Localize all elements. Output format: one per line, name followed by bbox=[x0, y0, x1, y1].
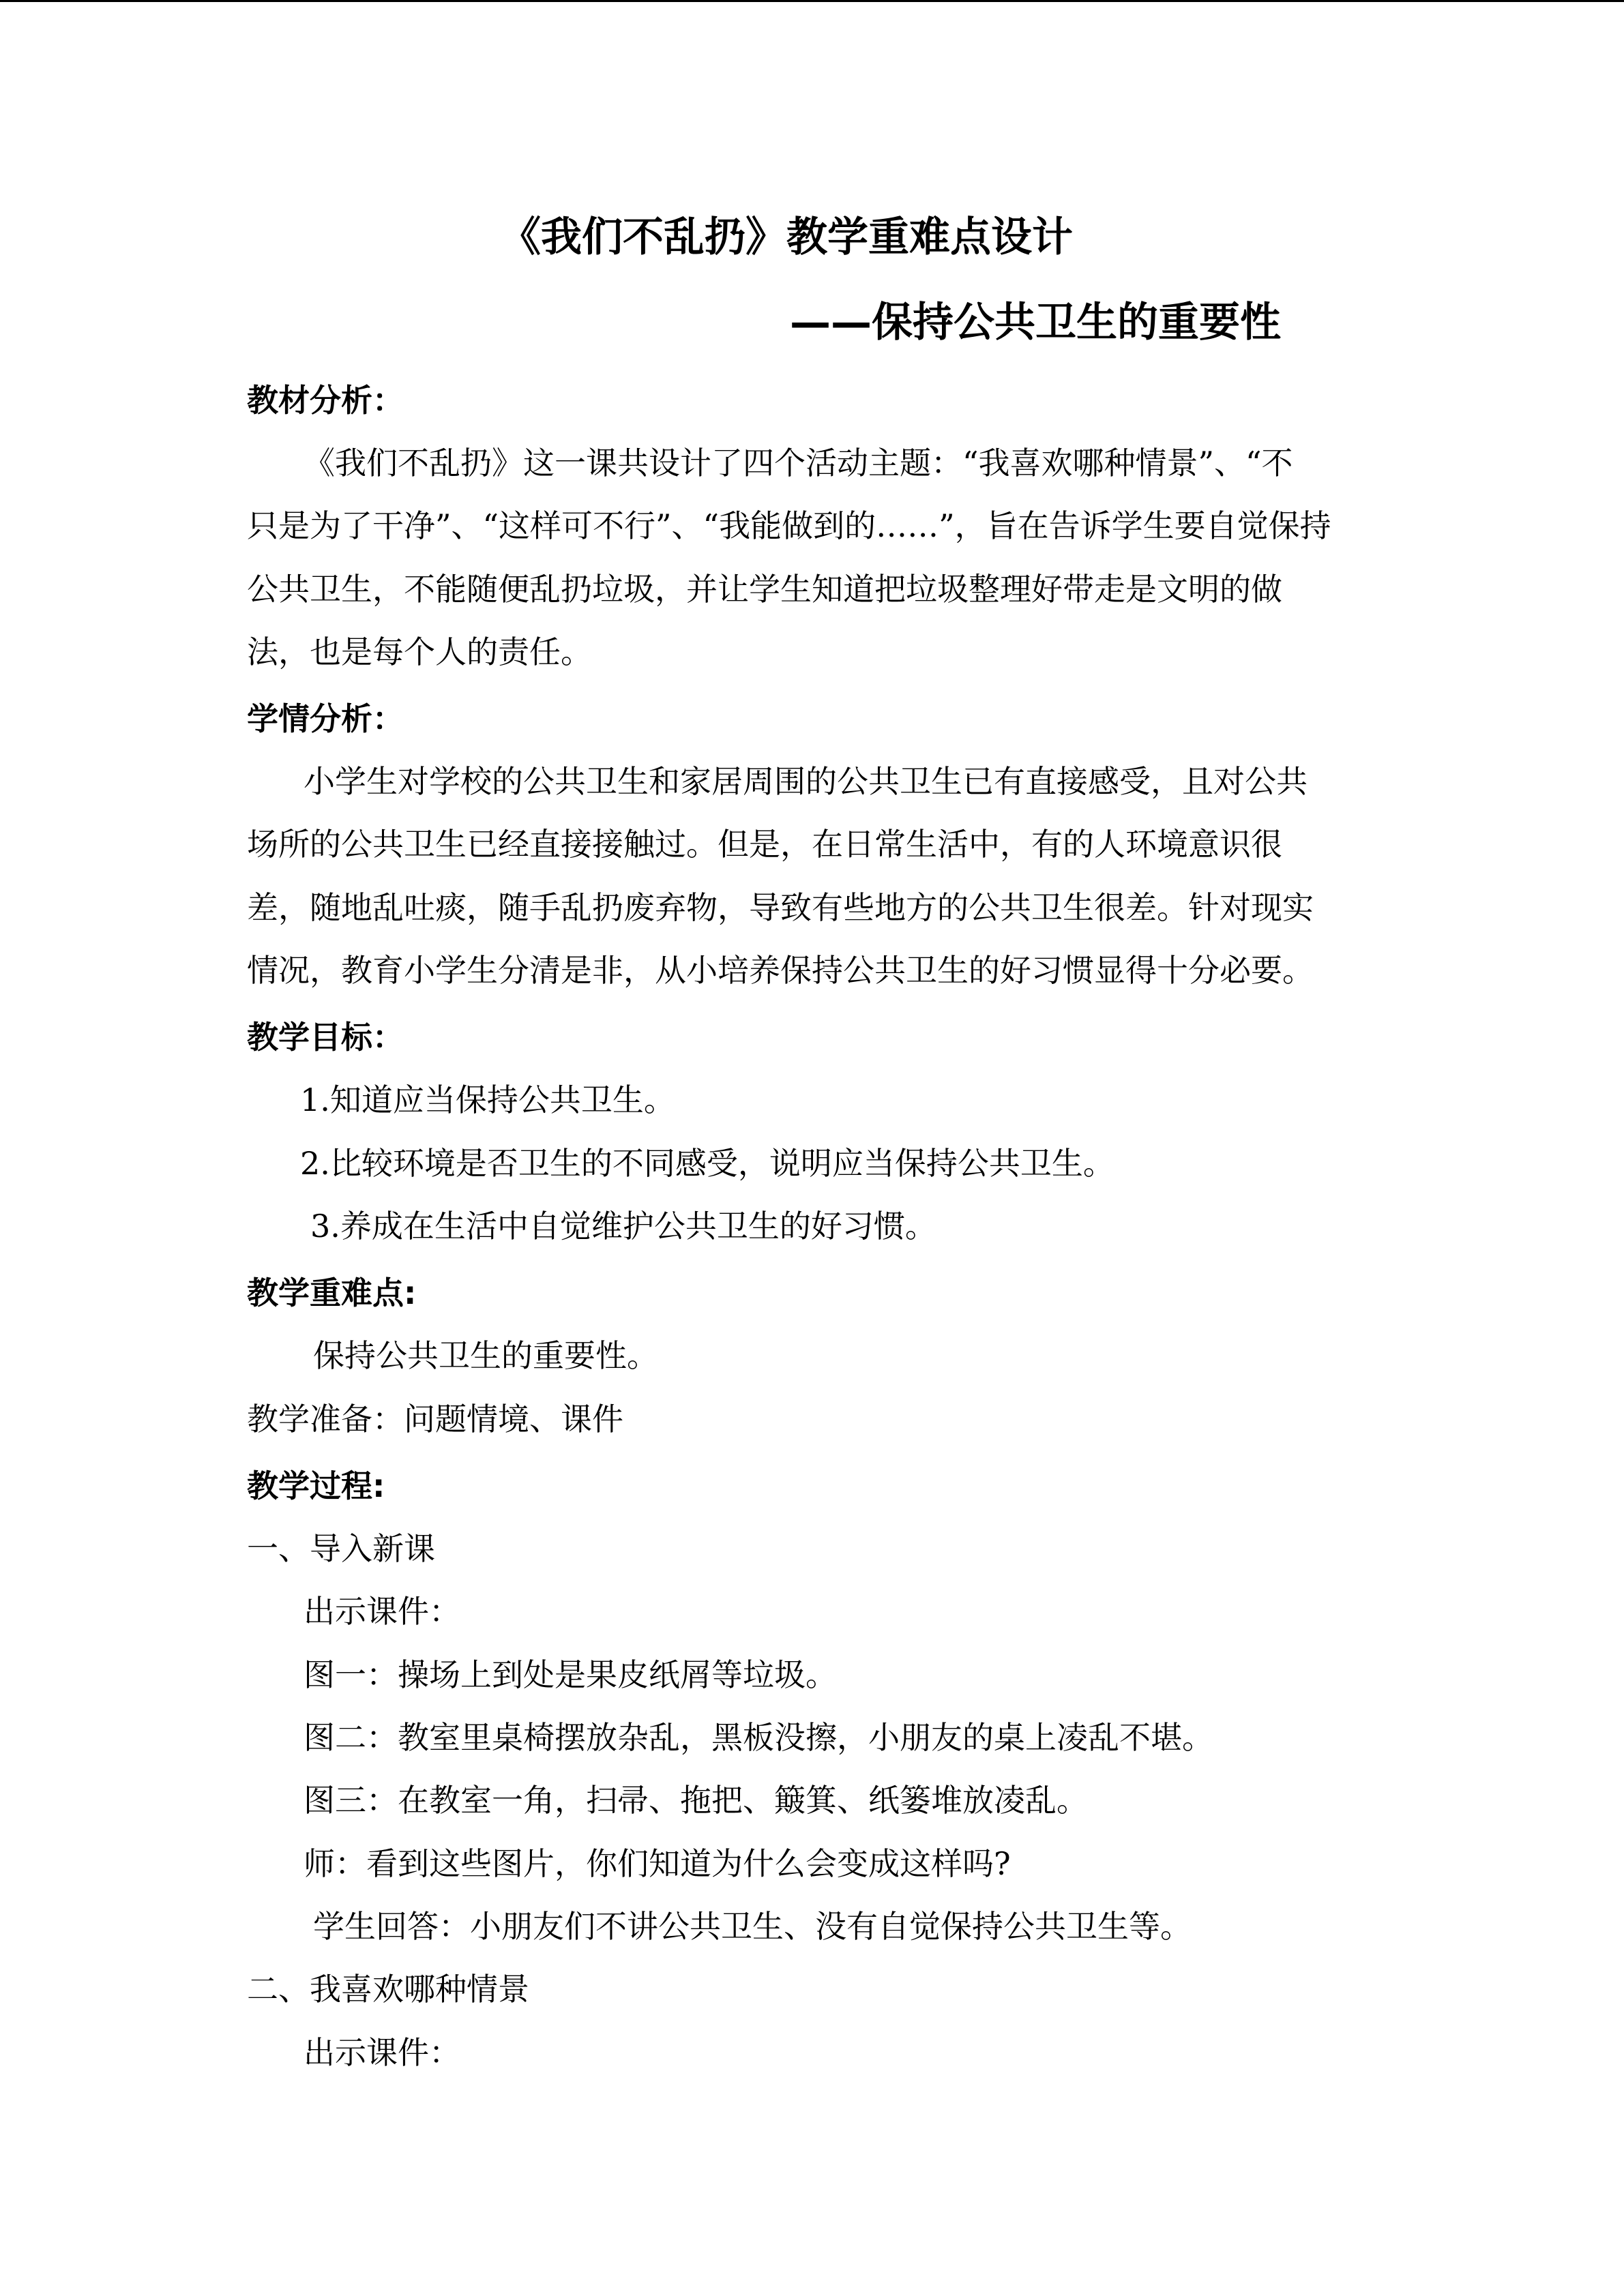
goal-item: 3.养成在生活中自觉维护公共卫生的好习惯。 bbox=[310, 1208, 936, 1244]
goal-item: 2.比较环境是否卫生的不同感受，说明应当保持公共卫生。 bbox=[300, 1145, 1114, 1182]
process-part1-heading: 一、导入新课 bbox=[247, 1530, 435, 1567]
material-line: 《我们不乱扔》这一课共设计了四个活动主题：“我喜欢哪种情景”、“不 bbox=[304, 445, 1293, 481]
document-title: 《我们不乱扔》教学重难点设计 bbox=[500, 213, 1073, 261]
section-heading-goals: 教学目标： bbox=[247, 1019, 404, 1056]
process-line: 出示课件： bbox=[304, 1593, 460, 1630]
process-line: 图二：教室里桌椅摆放杂乱，黑板没擦，小朋友的桌上凌乱不堪。 bbox=[304, 1719, 1213, 1756]
section-heading-process: 教学过程: bbox=[247, 1467, 385, 1504]
process-line: 图三：在教室一角，扫帚、拖把、簸箕、纸篓堆放凌乱。 bbox=[304, 1782, 1088, 1819]
process-line: 师：看到这些图片，你们知道为什么会变成这样吗? bbox=[304, 1845, 1011, 1882]
process-part2-heading: 二、我喜欢哪种情景 bbox=[247, 1971, 529, 2008]
students-line: 情况，教育小学生分清是非，从小培养保持公共卫生的好习惯显得十分必要。 bbox=[247, 952, 1314, 989]
document-subtitle: ——保持公共卫生的重要性 bbox=[790, 299, 1281, 346]
process-line: 学生回答：小朋友们不讲公共卫生、没有自觉保持公共卫生等。 bbox=[313, 1908, 1192, 1945]
material-line: 公共卫生，不能随便乱扔垃圾，并让学生知道把垃圾整理好带走是文明的做 bbox=[247, 571, 1282, 608]
preparation-text: 教学准备：问题情境、课件 bbox=[247, 1401, 623, 1437]
page-top-border bbox=[0, 0, 1624, 2]
material-line: 法，也是每个人的责任。 bbox=[247, 633, 592, 670]
students-line: 差，随地乱吐痰，随手乱扔废弃物，导致有些地方的公共卫生很差。针对现实 bbox=[247, 889, 1314, 926]
students-line: 小学生对学校的公共卫生和家居周围的公共卫生已有直接感受，且对公共 bbox=[304, 763, 1308, 800]
key-points-text: 保持公共卫生的重要性。 bbox=[313, 1337, 658, 1374]
process-line: 图一：操场上到处是果皮纸屑等垃圾。 bbox=[304, 1656, 837, 1693]
section-heading-students: 学情分析： bbox=[247, 700, 404, 737]
students-line: 场所的公共卫生已经直接接触过。但是，在日常生活中，有的人环境意识很 bbox=[247, 826, 1282, 863]
material-line: 只是为了干净”、“这样可不行”、“我能做到的……”，旨在告诉学生要自觉保持 bbox=[247, 507, 1331, 544]
process-line: 出示课件： bbox=[304, 2034, 460, 2071]
section-heading-material: 教材分析： bbox=[247, 382, 404, 419]
section-heading-key-points: 教学重难点: bbox=[247, 1274, 417, 1311]
goal-item: 1.知道应当保持公共卫生。 bbox=[300, 1082, 675, 1118]
